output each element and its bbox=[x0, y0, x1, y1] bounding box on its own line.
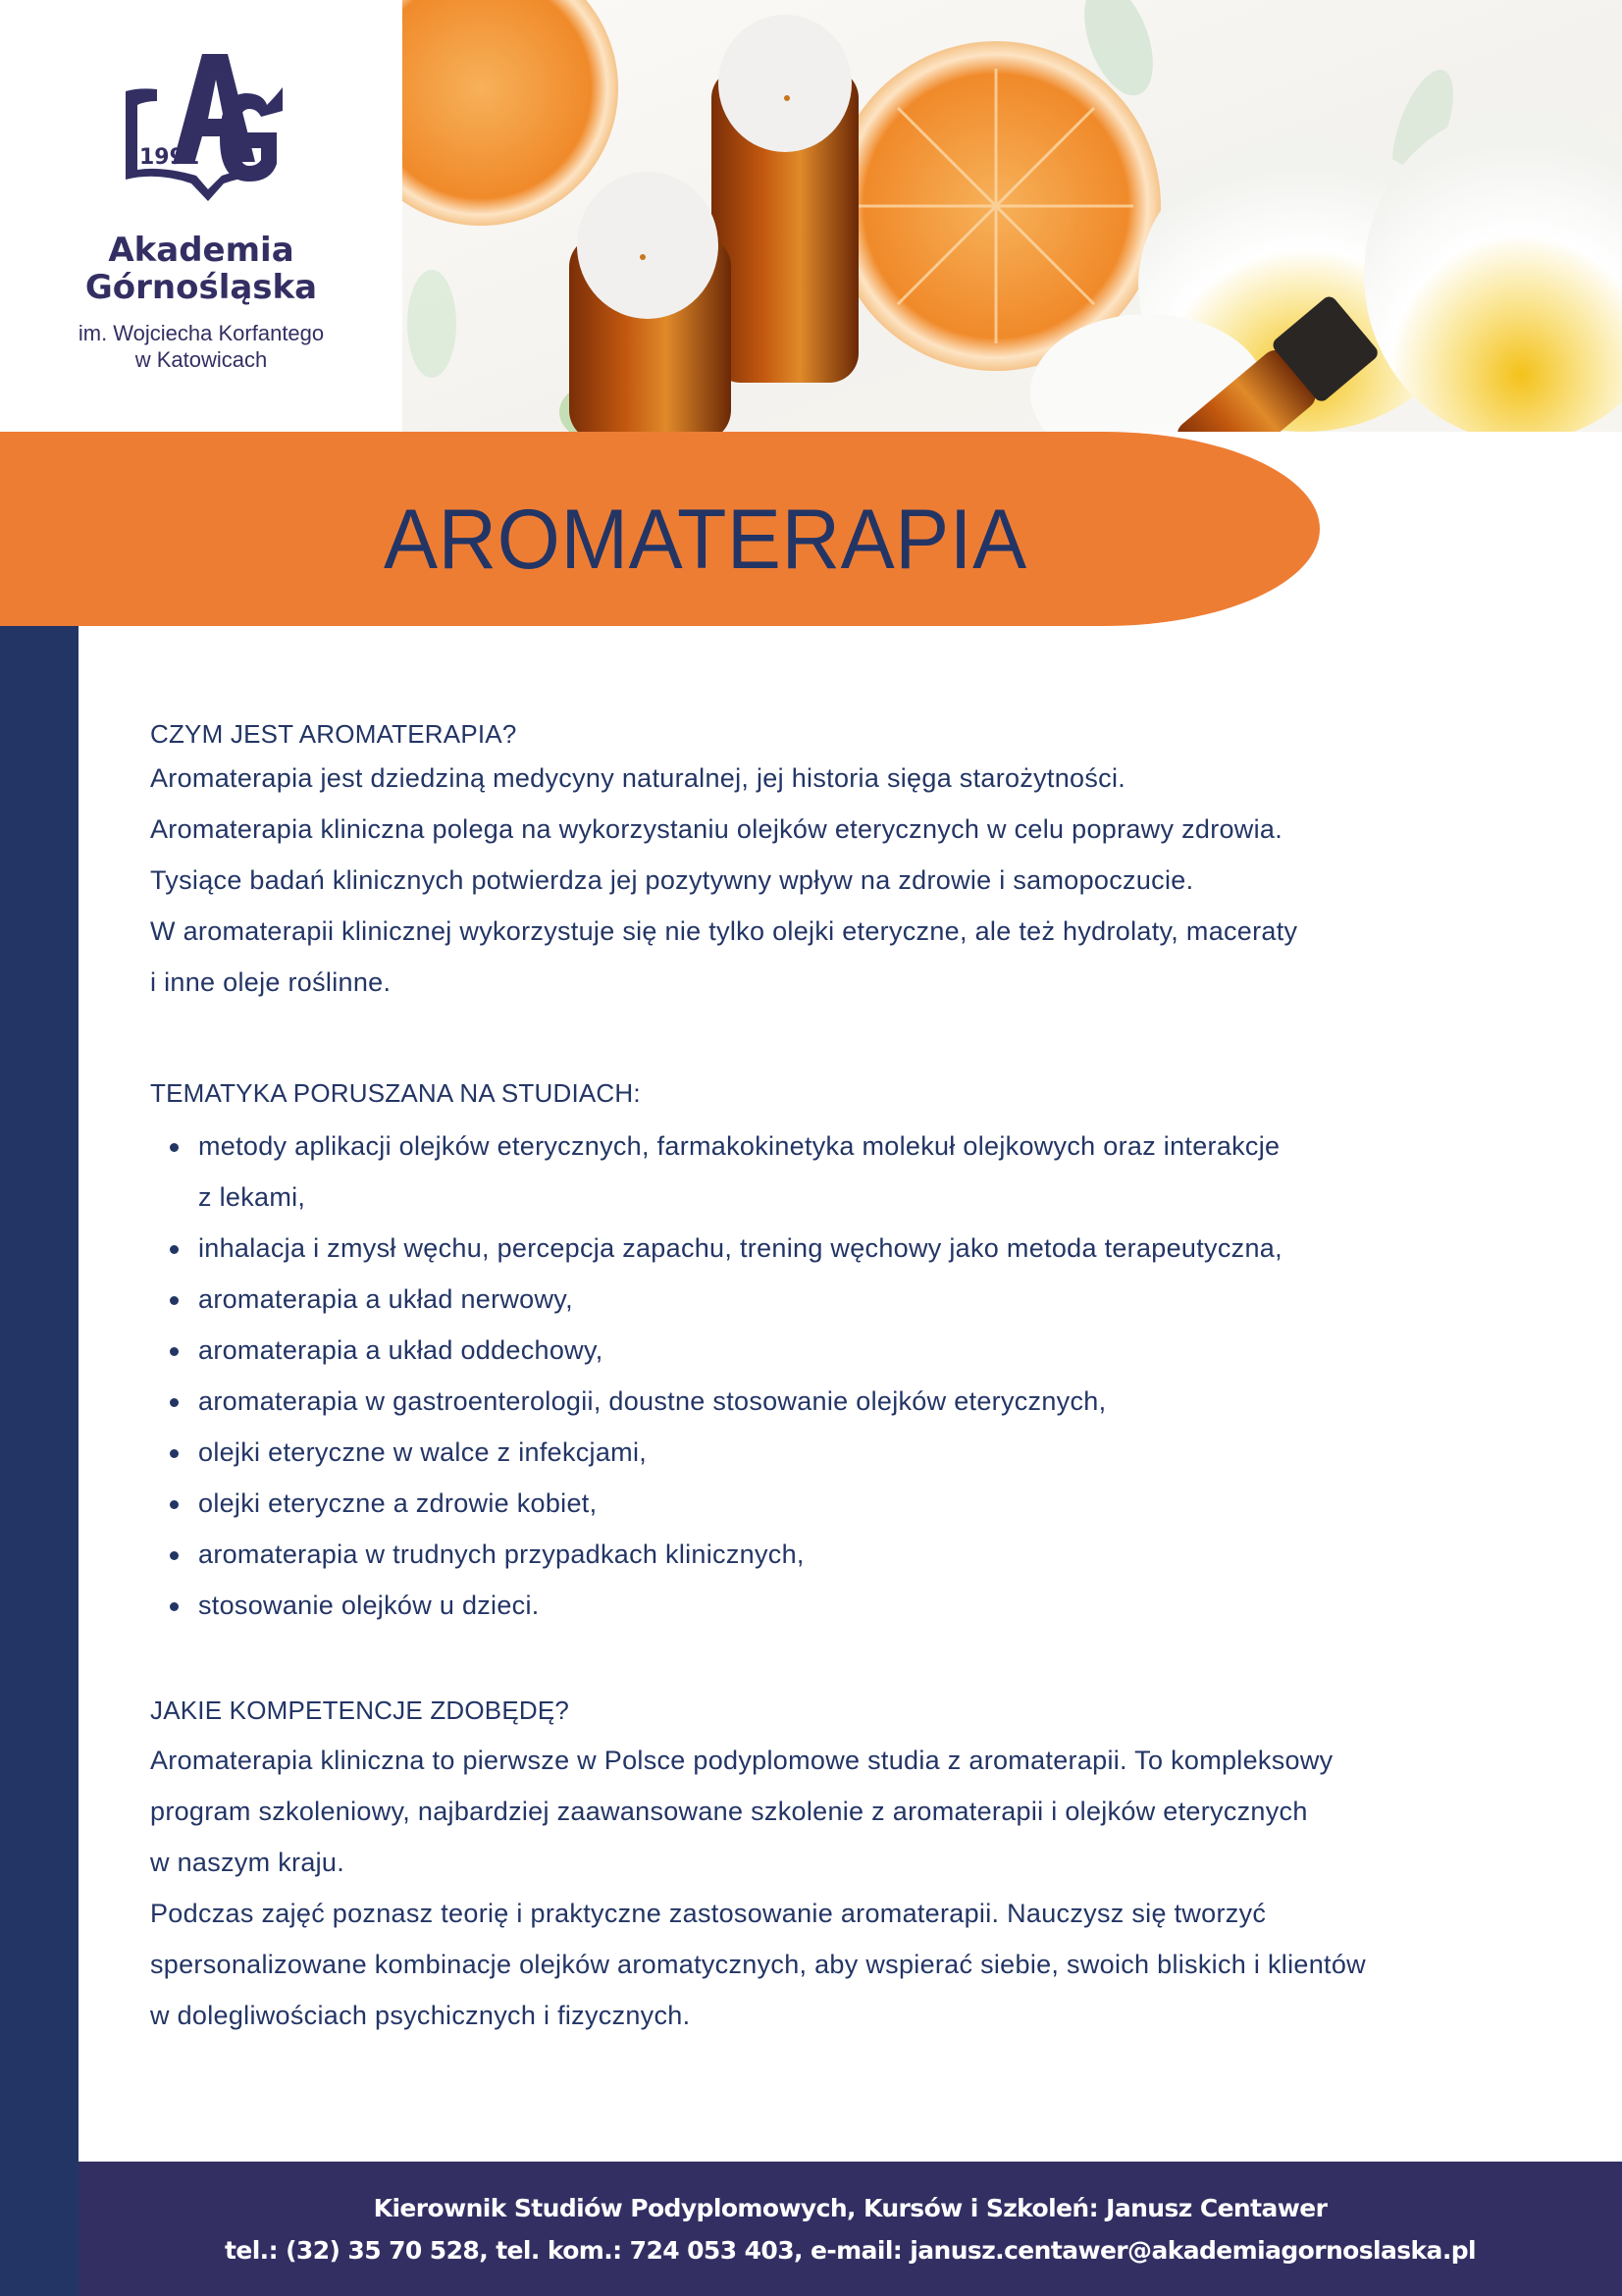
logo-name-line1: Akademia bbox=[108, 231, 294, 270]
logo-year: 1991 bbox=[139, 145, 200, 170]
university-logo-icon bbox=[118, 54, 294, 216]
list-item-text-continued: z lekami, bbox=[198, 1182, 306, 1212]
list-item-text: aromaterapia w gastroenterologii, doustne stosowanie olejków eterycznych, bbox=[198, 1386, 1107, 1416]
bullet-icon bbox=[170, 1296, 179, 1305]
list-item-text: metody aplikacji olejków eterycznych, farmakokinetyka molekuł olejkowych oraz interakcje bbox=[198, 1131, 1281, 1161]
bullet-icon bbox=[170, 1245, 179, 1254]
bullet-icon bbox=[170, 1347, 179, 1356]
page-title: AROMATERAPIA bbox=[384, 493, 1027, 587]
logo-block bbox=[0, 0, 402, 432]
paragraph-line: program szkoleniowy, najbardziej zaawansowane szkolenie z aromaterapii i olejków eterycznych bbox=[150, 1797, 1308, 1826]
section-heading-what-is: CZYM JEST AROMATERAPIA? bbox=[150, 719, 517, 749]
list-item-text: olejki eteryczne w walce z infekcjami, bbox=[198, 1437, 648, 1467]
footer-director: Kierownik Studiów Podyplomowych, Kursów i Szkoleń: Janusz Centawer bbox=[373, 2194, 1328, 2222]
paragraph-line: Tysiące badań klinicznych potwierdza jej pozytywny wpływ na zdrowie i samopoczucie. bbox=[150, 865, 1194, 895]
hero-photo-essential-oils bbox=[402, 0, 1622, 432]
list-item-text: aromaterapia a układ nerwowy, bbox=[198, 1284, 573, 1314]
paragraph-line: spersonalizowane kombinacje olejków aromatycznych, aby wspierać siebie, swoich bliskich i klientów bbox=[150, 1950, 1366, 1979]
list-item-text: stosowanie olejków u dzieci. bbox=[198, 1591, 540, 1620]
bullet-icon bbox=[170, 1602, 179, 1611]
logo-name-line2: Górnośląska bbox=[84, 268, 318, 307]
logo-subtitle-line1: im. Wojciecha Korfantego bbox=[78, 321, 325, 345]
side-accent-stripe bbox=[0, 626, 78, 2296]
paragraph-line: Aromaterapia kliniczna polega na wykorzystaniu olejków eterycznych w celu poprawy zdrowia. bbox=[150, 814, 1283, 844]
section-heading-topics: TEMATYKA PORUSZANA NA STUDIACH: bbox=[150, 1078, 641, 1108]
logo-subtitle-line2: w Katowicach bbox=[134, 347, 268, 372]
essential-oil-bottles-illustration bbox=[402, 0, 1622, 432]
bullet-icon bbox=[170, 1143, 179, 1152]
list-item-text: aromaterapia w trudnych przypadkach klinicznych, bbox=[198, 1539, 805, 1569]
list-item-text: olejki eteryczne a zdrowie kobiet, bbox=[198, 1488, 598, 1518]
paragraph-line: Aromaterapia jest dziedziną medycyny naturalnej, jej historia sięga starożytności. bbox=[150, 763, 1126, 793]
paragraph-line: w dolegliwościach psychicznych i fizycznych. bbox=[150, 2001, 691, 2030]
bullet-icon bbox=[170, 1449, 179, 1458]
section-heading-competences: JAKIE KOMPETENCJE ZDOBĘDĘ? bbox=[150, 1696, 570, 1725]
list-item-text: aromaterapia a układ oddechowy, bbox=[198, 1335, 603, 1365]
list-item-text: inhalacja i zmysł węchu, percepcja zapachu, trening węchowy jako metoda terapeutyczna, bbox=[198, 1233, 1282, 1263]
paragraph-line: Aromaterapia kliniczna to pierwsze w Polsce podyplomowe studia z aromaterapii. To kompleksowy bbox=[150, 1746, 1334, 1775]
contact-footer bbox=[78, 2162, 1622, 2296]
bullet-icon bbox=[170, 1500, 179, 1509]
paragraph-line: i inne oleje roślinne. bbox=[150, 967, 392, 997]
paragraph-line: w naszym kraju. bbox=[150, 1848, 345, 1877]
footer-contact-details: tel.: (32) 35 70 528, tel. kom.: 724 053 403, e-mail: janusz.centawer@akademiagornoslaska.pl bbox=[225, 2236, 1476, 2265]
paragraph-line: Podczas zajęć poznasz teorię i praktyczne zastosowanie aromaterapii. Nauczysz się tworzyć bbox=[150, 1899, 1267, 1928]
bullet-icon bbox=[170, 1398, 179, 1407]
bullet-icon bbox=[170, 1551, 179, 1560]
paragraph-line: W aromaterapii klinicznej wykorzystuje się nie tylko olejki eteryczne, ale też hydrolaty, maceraty bbox=[150, 916, 1298, 946]
